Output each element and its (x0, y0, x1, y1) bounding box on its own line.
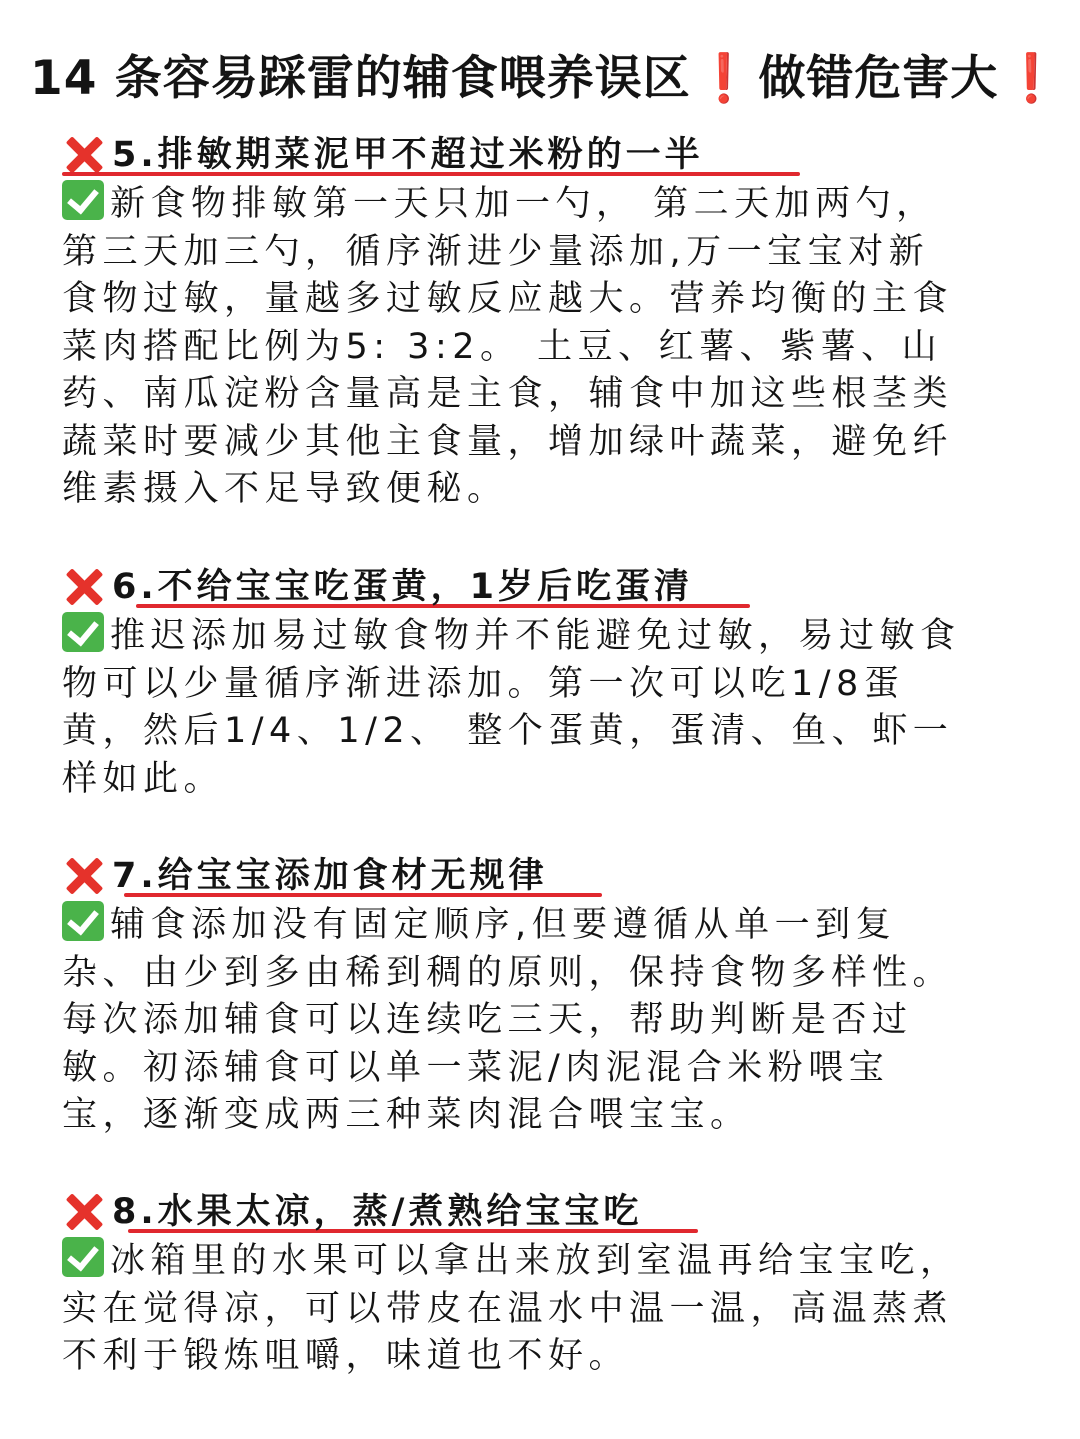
page-title-text: 14 条容易踩雷的辅食喂养误区 (30, 51, 691, 106)
tip-heading: 5.排敏期菜泥甲不超过米粉的一半 (112, 135, 704, 175)
check-mark-icon (62, 180, 104, 220)
tip-body-line: 辅食添加没有固定顺序,但要遵循从单一到复 (62, 901, 1037, 950)
exclamation-icon: ❗ (1002, 51, 1062, 106)
tip-section-7 (62, 851, 1037, 1140)
tip-heading: 7.给宝宝添加食材无规律 (112, 856, 548, 896)
tip-body-line: 敏。初添辅食可以单一菜泥/肉泥混合米粉喂宝 (62, 1047, 890, 1088)
tip-body-line: 实在觉得凉，可以带皮在温水中温一温，高温蒸煮 (62, 1288, 954, 1329)
cross-mark-icon (62, 565, 106, 609)
exclamation-icon: ❗ (694, 51, 755, 106)
tip-body-line: 药、南瓜淀粉含量高是主食，辅食中加这些根茎类 (62, 374, 954, 414)
tip-section-8 (62, 1187, 1037, 1381)
tip-heading: 6.不给宝宝吃蛋黄，1岁后吃蛋清 (112, 567, 694, 607)
tip-body-line: 宝，逐渐变成两三种菜肉混合喂宝宝。 (62, 1095, 751, 1135)
tip-body-line: 推迟添加易过敏食物并不能避免过敏，易过敏食 (62, 612, 1037, 661)
cross-mark-icon (62, 1190, 106, 1234)
tip-body-line: 食物过敏，量越多过敏反应越大。营养均衡的主食 (62, 279, 954, 319)
tip-body (62, 612, 1037, 803)
tip-body-line: 物可以少量循序渐进添加。第一次可以吃1/8蛋 (62, 663, 905, 704)
tip-body-line: 黄，然后1/4、1/2、 整个蛋黄，蛋清、鱼、虾一 (62, 711, 954, 751)
tip-section-5 (62, 130, 1037, 514)
tip-body-line: 第三天加三勺，循序渐进少量添加,万一宝宝对新 (62, 231, 930, 272)
cross-mark-icon (62, 854, 106, 898)
tip-heading: 8.水果太凉，蒸/煮熟给宝宝吃 (112, 1192, 643, 1232)
tip-body-line: 维素摄入不足导致便秘。 (62, 469, 508, 509)
tip-body-line: 菜肉搭配比例为5: 3:2。 土豆、红薯、紫薯、山 (62, 326, 943, 367)
tip-body-line: 蔬菜时要减少其他主食量，增加绿叶蔬菜，避免纤 (62, 421, 954, 462)
page-title-emphasis: 做错危害大 (758, 51, 999, 106)
tip-body-line: 每次添加辅食可以连续吃三天，帮助判断是否过 (62, 1000, 913, 1040)
tip-body-line: 不利于锻炼咀嚼，味道也不好。 (62, 1336, 630, 1376)
tip-body (62, 180, 1037, 514)
tip-body (62, 901, 1037, 1140)
tip-body-line: 冰箱里的水果可以拿出来放到室温再给宝宝吃， (62, 1237, 1037, 1286)
check-mark-icon (62, 612, 104, 652)
check-mark-icon (62, 901, 104, 941)
tip-heading-row (62, 1187, 1037, 1237)
tip-heading-row (62, 130, 1037, 180)
page-title (30, 48, 1060, 110)
check-mark-icon (62, 1237, 104, 1277)
tip-body (62, 1237, 1037, 1381)
tip-body-line: 杂、由少到多由稀到稠的原则，保持食物多样性。 (62, 952, 954, 993)
tip-body-line: 样如此。 (62, 758, 225, 799)
cross-mark-icon (62, 133, 106, 177)
tip-body-line: 新食物排敏第一天只加一勺， 第二天加两勺， (62, 180, 1037, 229)
tip-section-6 (62, 562, 1037, 803)
tip-heading-row (62, 851, 1037, 901)
tip-heading-row (62, 562, 1037, 612)
